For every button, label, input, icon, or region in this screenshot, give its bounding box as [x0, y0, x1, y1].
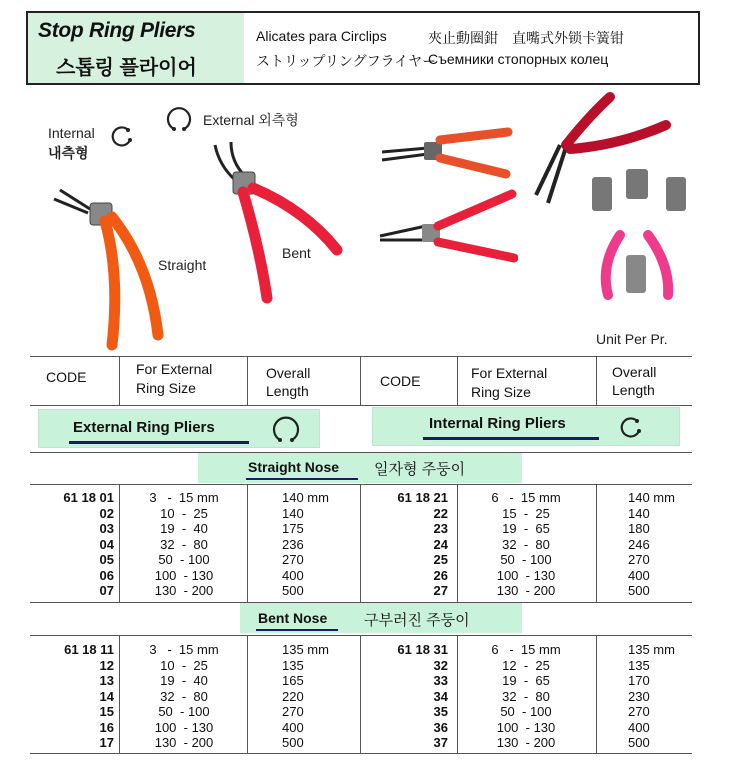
- external-ring-pliers-band: [38, 409, 320, 448]
- size-cell: 130 - 200: [154, 735, 214, 750]
- length-cell: 500: [628, 735, 650, 750]
- bent-external-codes: [40, 642, 114, 751]
- length-cell: 140: [282, 505, 304, 521]
- title-english: Stop Ring Pliers: [38, 19, 196, 42]
- header-ring-size-right-1: For External: [471, 365, 548, 381]
- length-cell: 400: [282, 719, 304, 735]
- label-external: External 외측형: [203, 112, 299, 128]
- bent-nose-korean: 구부러진 주둥이: [364, 612, 470, 629]
- straight-internal-sizes: [466, 490, 586, 599]
- length-cell: 400: [628, 719, 650, 735]
- rule: [119, 635, 120, 753]
- rule: [457, 356, 458, 405]
- header-ring-size-left-2: Ring Size: [136, 380, 196, 396]
- size-cell: 32 - 80: [160, 688, 208, 704]
- size-cell: 100 - 130: [496, 719, 556, 735]
- size-cell: 15 - 25: [502, 505, 550, 521]
- length-cell: 180: [628, 521, 650, 536]
- size-cell: 130 - 200: [496, 735, 556, 750]
- bent-nose-title: Bent Nose: [258, 610, 328, 626]
- label-internal: Internal: [48, 125, 95, 141]
- code-cell: 07: [99, 583, 114, 598]
- rule: [457, 635, 458, 753]
- size-cell: 32 - 80: [502, 688, 550, 704]
- size-cell: 6 - 15 mm: [491, 490, 561, 505]
- code-cell: 02: [99, 505, 114, 521]
- length-cell: 140: [628, 505, 650, 521]
- size-cell: 100 - 130: [154, 719, 214, 735]
- bent-internal-sizes: [466, 642, 586, 751]
- size-cell: 19 - 40: [160, 673, 208, 688]
- straight-internal-lengths: [628, 490, 690, 599]
- rule: [596, 484, 597, 602]
- straight-pliers-image: [50, 185, 165, 355]
- code-cell: 06: [99, 567, 114, 583]
- code-cell: 23: [433, 521, 448, 536]
- rule: [360, 484, 361, 602]
- length-cell: 270: [628, 704, 650, 719]
- rule: [30, 405, 692, 406]
- rule: [119, 484, 120, 602]
- header-ring-size-left-1: For External: [136, 361, 213, 377]
- header-length-right-2: Length: [612, 382, 655, 398]
- title-underline: [69, 441, 249, 444]
- size-cell: 50 - 100: [158, 552, 210, 567]
- size-cell: 50 - 100: [158, 704, 210, 719]
- rule: [247, 635, 248, 753]
- length-cell: 165: [282, 673, 304, 688]
- size-cell: 6 - 15 mm: [491, 642, 561, 657]
- length-cell: 400: [628, 567, 650, 583]
- bent-pliers-image: [205, 140, 345, 305]
- size-cell: 32 - 80: [160, 536, 208, 552]
- code-cell: 26: [433, 567, 448, 583]
- rule: [30, 484, 692, 485]
- label-internal-korean: 내측형: [48, 145, 89, 161]
- bent-nose-band: [240, 603, 522, 633]
- title-underline: [256, 629, 338, 631]
- bent-external-lengths: [282, 642, 352, 751]
- title-chinese-1: 夾止動圈鉗: [428, 30, 498, 46]
- size-cell: 100 - 130: [496, 567, 556, 583]
- header-length-left-2: Length: [266, 383, 309, 399]
- title-chinese-2: 直嘴式外锁卡簧钳: [512, 30, 624, 46]
- length-cell: 500: [628, 583, 650, 598]
- code-cell: 17: [99, 735, 114, 750]
- code-cell: 25: [433, 552, 448, 567]
- title-japanese: ストリップリングフライヤー: [256, 53, 437, 69]
- rule: [596, 635, 597, 753]
- code-cell: 32: [433, 657, 448, 673]
- header-code-left: CODE: [46, 369, 87, 385]
- code-cell: 34: [433, 688, 448, 704]
- size-cell: 3 - 15 mm: [149, 490, 219, 505]
- external-ring-icon: [164, 103, 194, 133]
- rule: [30, 356, 692, 357]
- rule: [360, 635, 361, 753]
- length-cell: 236: [282, 536, 304, 552]
- straight-nose-title: Straight Nose: [248, 459, 340, 475]
- length-cell: 270: [282, 704, 304, 719]
- rule: [596, 356, 597, 405]
- header-ring-size-right-2: Ring Size: [471, 384, 531, 400]
- length-cell: 135: [628, 657, 650, 673]
- length-cell: 170: [628, 673, 650, 688]
- internal-ring-pliers-band: [372, 407, 680, 446]
- code-cell: 35: [433, 704, 448, 719]
- size-cell: 10 - 25: [160, 657, 208, 673]
- code-cell: 61 18 11: [64, 642, 114, 657]
- rule: [457, 484, 458, 602]
- code-cell: 04: [99, 536, 114, 552]
- external-ring-icon: [271, 413, 301, 443]
- code-cell: 24: [433, 536, 448, 552]
- length-cell: 135: [282, 657, 304, 673]
- length-cell: 270: [282, 552, 304, 567]
- size-cell: 50 - 100: [500, 704, 552, 719]
- length-cell: 230: [628, 688, 650, 704]
- size-cell: 19 - 65: [502, 673, 550, 688]
- code-cell: 03: [99, 521, 114, 536]
- code-cell: 05: [99, 552, 114, 567]
- code-cell: 36: [433, 719, 448, 735]
- straight-external-codes: [40, 490, 114, 599]
- length-cell: 135 mm: [628, 642, 675, 657]
- header-box: [26, 11, 700, 85]
- length-cell: 246: [628, 536, 650, 552]
- rule: [247, 484, 248, 602]
- straight-internal-codes: [370, 490, 448, 599]
- title-underline: [246, 478, 358, 480]
- middle-pliers-image: [378, 118, 518, 278]
- size-cell: 50 - 100: [500, 552, 552, 567]
- size-cell: 19 - 65: [502, 521, 550, 536]
- title-russian: Съемники стопорных колец: [428, 51, 609, 67]
- header-title-panel: [28, 13, 244, 83]
- length-cell: 135 mm: [282, 642, 329, 657]
- size-cell: 3 - 15 mm: [149, 642, 219, 657]
- size-cell: 130 - 200: [496, 583, 556, 598]
- external-ring-pliers-title: External Ring Pliers: [73, 419, 215, 436]
- straight-external-lengths: [282, 490, 352, 599]
- title-underline: [423, 437, 599, 440]
- length-cell: 500: [282, 735, 304, 750]
- size-cell: 10 - 25: [160, 505, 208, 521]
- code-cell: 37: [433, 735, 448, 750]
- header-length-right-1: Overall: [612, 364, 657, 380]
- internal-ring-icon: [108, 124, 134, 150]
- rule: [247, 356, 248, 405]
- code-cell: 22: [433, 505, 448, 521]
- code-cell: 61 18 01: [63, 490, 114, 505]
- code-cell: 61 18 21: [397, 490, 448, 505]
- code-cell: 13: [99, 673, 114, 688]
- straight-external-sizes: [124, 490, 244, 599]
- internal-ring-pliers-title: Internal Ring Pliers: [429, 415, 566, 432]
- size-cell: 12 - 25: [502, 657, 550, 673]
- internal-ring-icon: [617, 415, 643, 441]
- bent-external-sizes: [124, 642, 244, 751]
- code-cell: 27: [433, 583, 448, 598]
- straight-nose-band: [198, 453, 522, 483]
- rule: [119, 356, 120, 405]
- length-cell: 500: [282, 583, 304, 598]
- size-cell: 100 - 130: [154, 567, 214, 583]
- title-spanish: Alicates para Circlips: [256, 28, 387, 44]
- length-cell: 400: [282, 567, 304, 583]
- length-cell: 270: [628, 552, 650, 567]
- code-cell: 15: [99, 704, 114, 719]
- pliers-set-image: [530, 85, 690, 315]
- rule: [30, 753, 692, 754]
- code-cell: 61 18 31: [397, 642, 448, 657]
- header-code-right: CODE: [380, 373, 421, 389]
- code-cell: 14: [99, 688, 114, 704]
- size-cell: 130 - 200: [154, 583, 214, 598]
- rule: [360, 356, 361, 405]
- code-cell: 16: [99, 719, 114, 735]
- size-cell: 19 - 40: [160, 521, 208, 536]
- size-cell: 32 - 80: [502, 536, 550, 552]
- code-cell: 33: [433, 673, 448, 688]
- bent-internal-lengths: [628, 642, 690, 751]
- length-cell: 220: [282, 688, 304, 704]
- length-cell: 140 mm: [628, 490, 675, 505]
- label-bent: Bent: [282, 245, 311, 261]
- length-cell: 140 mm: [282, 490, 329, 505]
- header-length-left-1: Overall: [266, 365, 311, 381]
- code-cell: 12: [99, 657, 114, 673]
- title-korean: 스톱링 플라이어: [56, 57, 197, 79]
- unit-note: Unit Per Pr.: [596, 331, 668, 347]
- length-cell: 175: [282, 521, 304, 536]
- bent-internal-codes: [370, 642, 448, 751]
- label-straight: Straight: [158, 257, 207, 273]
- straight-nose-korean: 일자형 주둥이: [374, 461, 466, 478]
- rule: [30, 635, 692, 636]
